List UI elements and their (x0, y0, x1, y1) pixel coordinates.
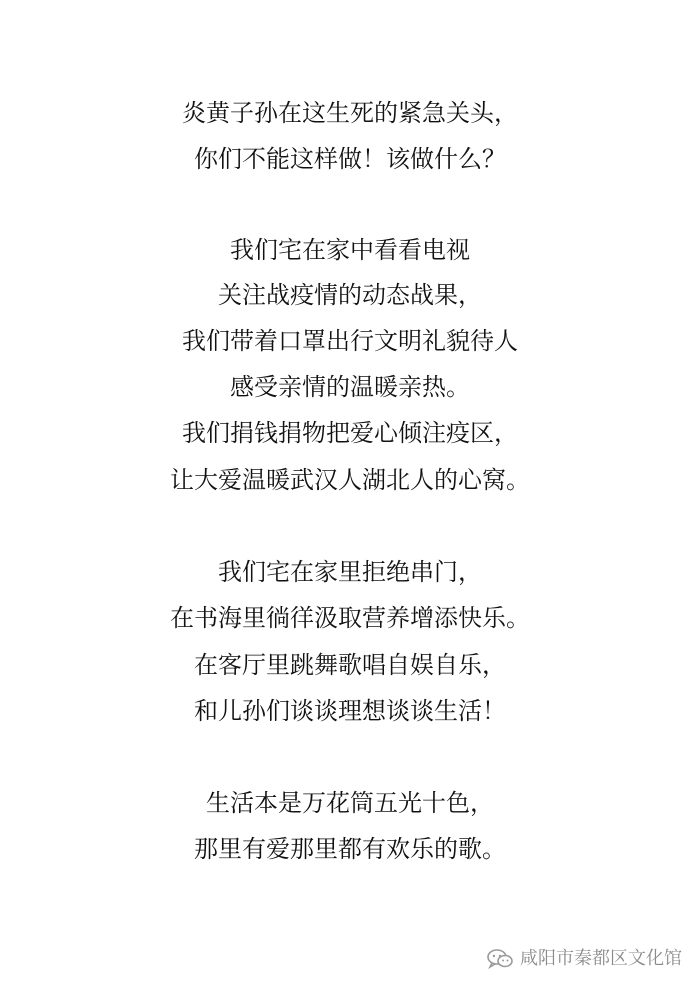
poem-line: 我们宅在家中看看电视 (230, 236, 470, 264)
poem-line: 和儿孙们谈谈理想谈谈生活！ (194, 697, 506, 725)
poem-line: 你们不能这样做！该做什么？ (194, 145, 506, 173)
poem-line: 炎黄子孙在这生死的紧急关头， (182, 99, 518, 127)
poem-line: 那里有爱那里都有欢乐的歌。 (194, 835, 506, 863)
poem-line: 我们捐钱捐物把爱心倾注疫区， (182, 419, 518, 447)
wechat-icon (486, 948, 514, 970)
poem-line: 感受亲情的温暖亲热。 (230, 373, 470, 401)
poem-line: 我们宅在家里拒绝串门， (218, 558, 482, 586)
poem-line: 在书海里徜徉汲取营养增添快乐。 (170, 604, 530, 632)
poem-line: 关注战疫情的动态战果， (218, 281, 482, 309)
poem-line: 生活本是万花筒五光十色， (206, 789, 494, 817)
watermark (486, 948, 682, 970)
watermark-text: 咸阳市秦都区文化馆 (520, 948, 682, 969)
poem-line: 让大爱温暖武汉人湖北人的心窝。 (170, 466, 530, 494)
poem-line: 我们带着口罩出行文明礼貌待人 (182, 327, 518, 355)
poem-line: 在客厅里跳舞歌唱自娱自乐， (194, 651, 506, 679)
